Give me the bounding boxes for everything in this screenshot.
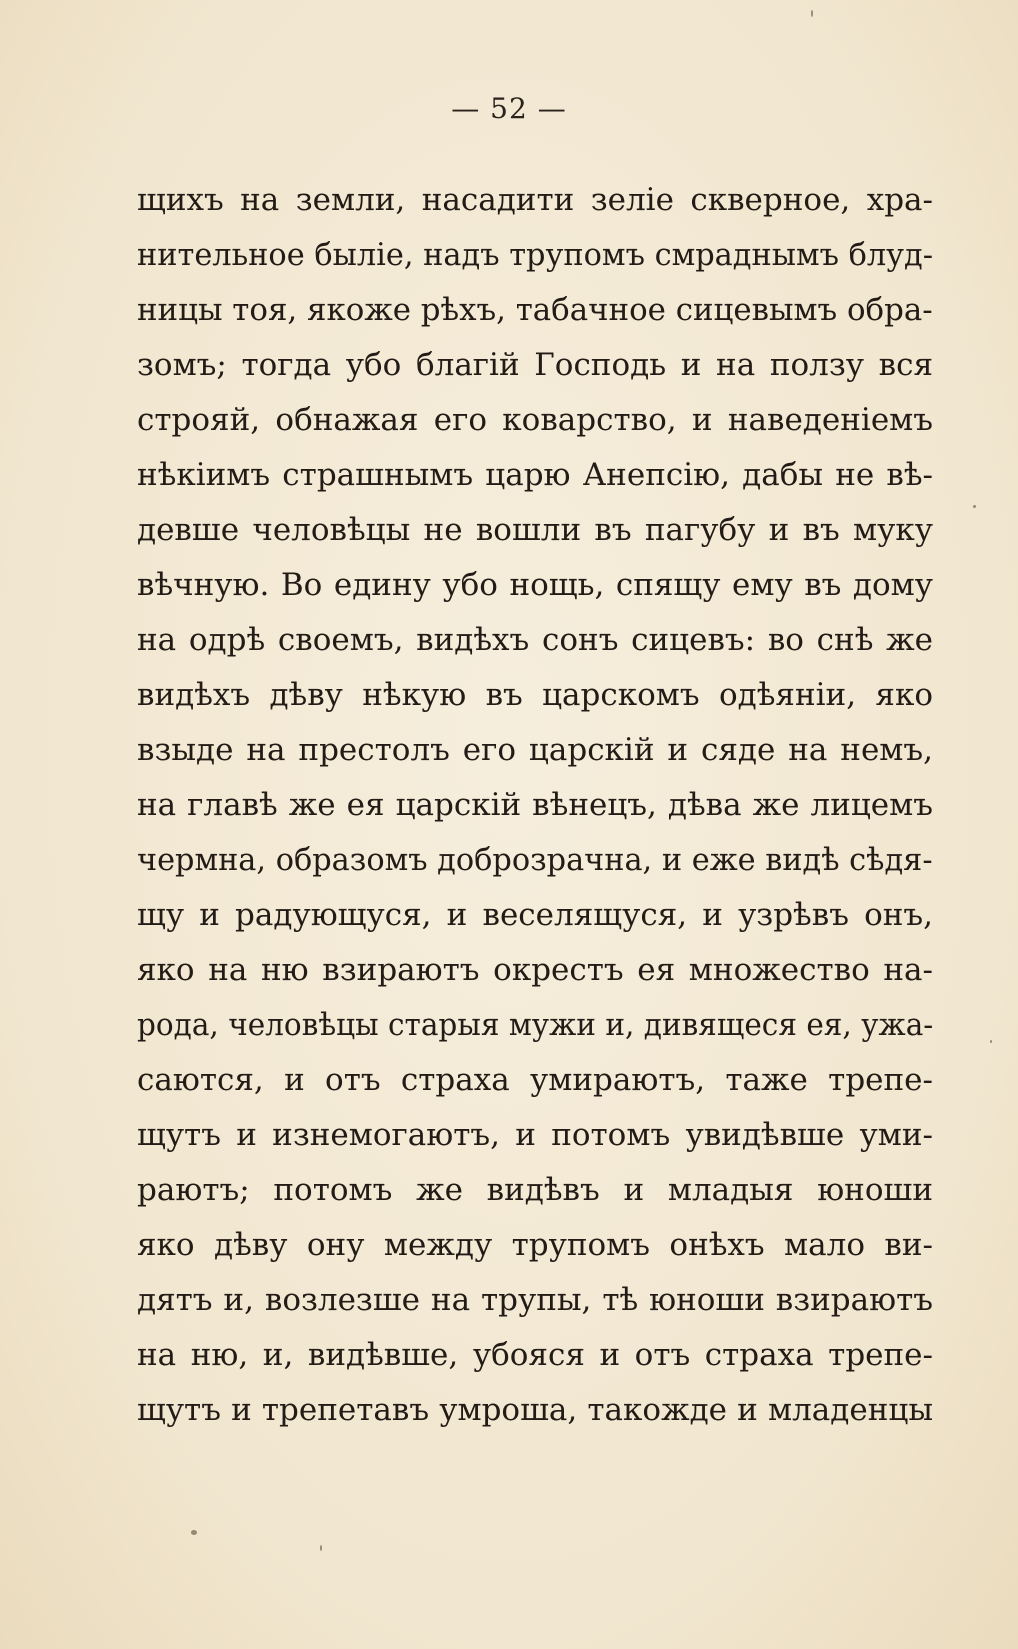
text-line: чермна, образомъ доброзрачна, и еже видѣ сѣдя- bbox=[137, 842, 933, 878]
print-speck bbox=[191, 1530, 197, 1535]
text-line: девше человѣцы не вошли въ пагубу и въ муку bbox=[137, 512, 933, 548]
print-speck bbox=[320, 1545, 322, 1551]
text-line: яко на ню взираютъ окрестъ ея множество на- bbox=[137, 952, 933, 988]
text-line: дятъ и, возлезше на трупы, тѣ юноши взираютъ bbox=[137, 1282, 933, 1318]
text-line: на ню, и, видѣвше, убояся и отъ страха трепе- bbox=[137, 1337, 933, 1373]
print-speck bbox=[990, 1040, 992, 1043]
print-speck bbox=[811, 10, 813, 17]
print-speck bbox=[973, 505, 976, 508]
text-line: на одрѣ своемъ, видѣхъ сонъ сицевъ: во снѣ же bbox=[137, 622, 933, 658]
text-line: на главѣ же ея царскій вѣнецъ, дѣва же лицемъ bbox=[137, 787, 933, 823]
text-line: ницы тоя, якоже рѣхъ, табачное сицевымъ обра- bbox=[137, 292, 933, 328]
text-line: щу и радующуся, и веселящуся, и узрѣвъ онъ, bbox=[137, 897, 933, 933]
text-line: вѣчную. Во едину убо нощь, спящу ему въ дому bbox=[137, 567, 933, 603]
text-line: нѣкіимъ страшнымъ царю Анепсію, дабы не вѣ- bbox=[137, 457, 933, 493]
text-line: щихъ на земли, насадити зеліе скверное, хра- bbox=[137, 182, 933, 218]
text-line: нительное быліе, надъ трупомъ смраднымъ блуд- bbox=[137, 237, 934, 273]
body-text bbox=[137, 173, 933, 1438]
text-line: взыде на престолъ его царскій и сяде на немъ, bbox=[137, 732, 933, 768]
text-line: рода, человѣцы старыя мужи и, дивящеся ея, ужа- bbox=[137, 1007, 934, 1043]
text-line: яко дѣву ону между трупомъ онѣхъ мало ви- bbox=[137, 1227, 933, 1263]
text-line: щутъ и трепетавъ умроша, такожде и младенцы bbox=[137, 1392, 933, 1428]
text-line: щутъ и изнемогаютъ, и потомъ увидѣвше уми- bbox=[137, 1117, 933, 1153]
text-line: раютъ; потомъ же видѣвъ и младыя юноши bbox=[137, 1172, 933, 1208]
text-line: саются, и отъ страха умираютъ, таже трепе- bbox=[137, 1062, 933, 1098]
text-line: видѣхъ дѣву нѣкую въ царскомъ одѣяніи, яко bbox=[137, 677, 933, 713]
page-number: — 52 — bbox=[451, 92, 567, 125]
text-line: строяй, обнажая его коварство, и наведеніемъ bbox=[137, 402, 933, 438]
text-line: зомъ; тогда убо благій Господь и на ползу вся bbox=[137, 347, 933, 383]
